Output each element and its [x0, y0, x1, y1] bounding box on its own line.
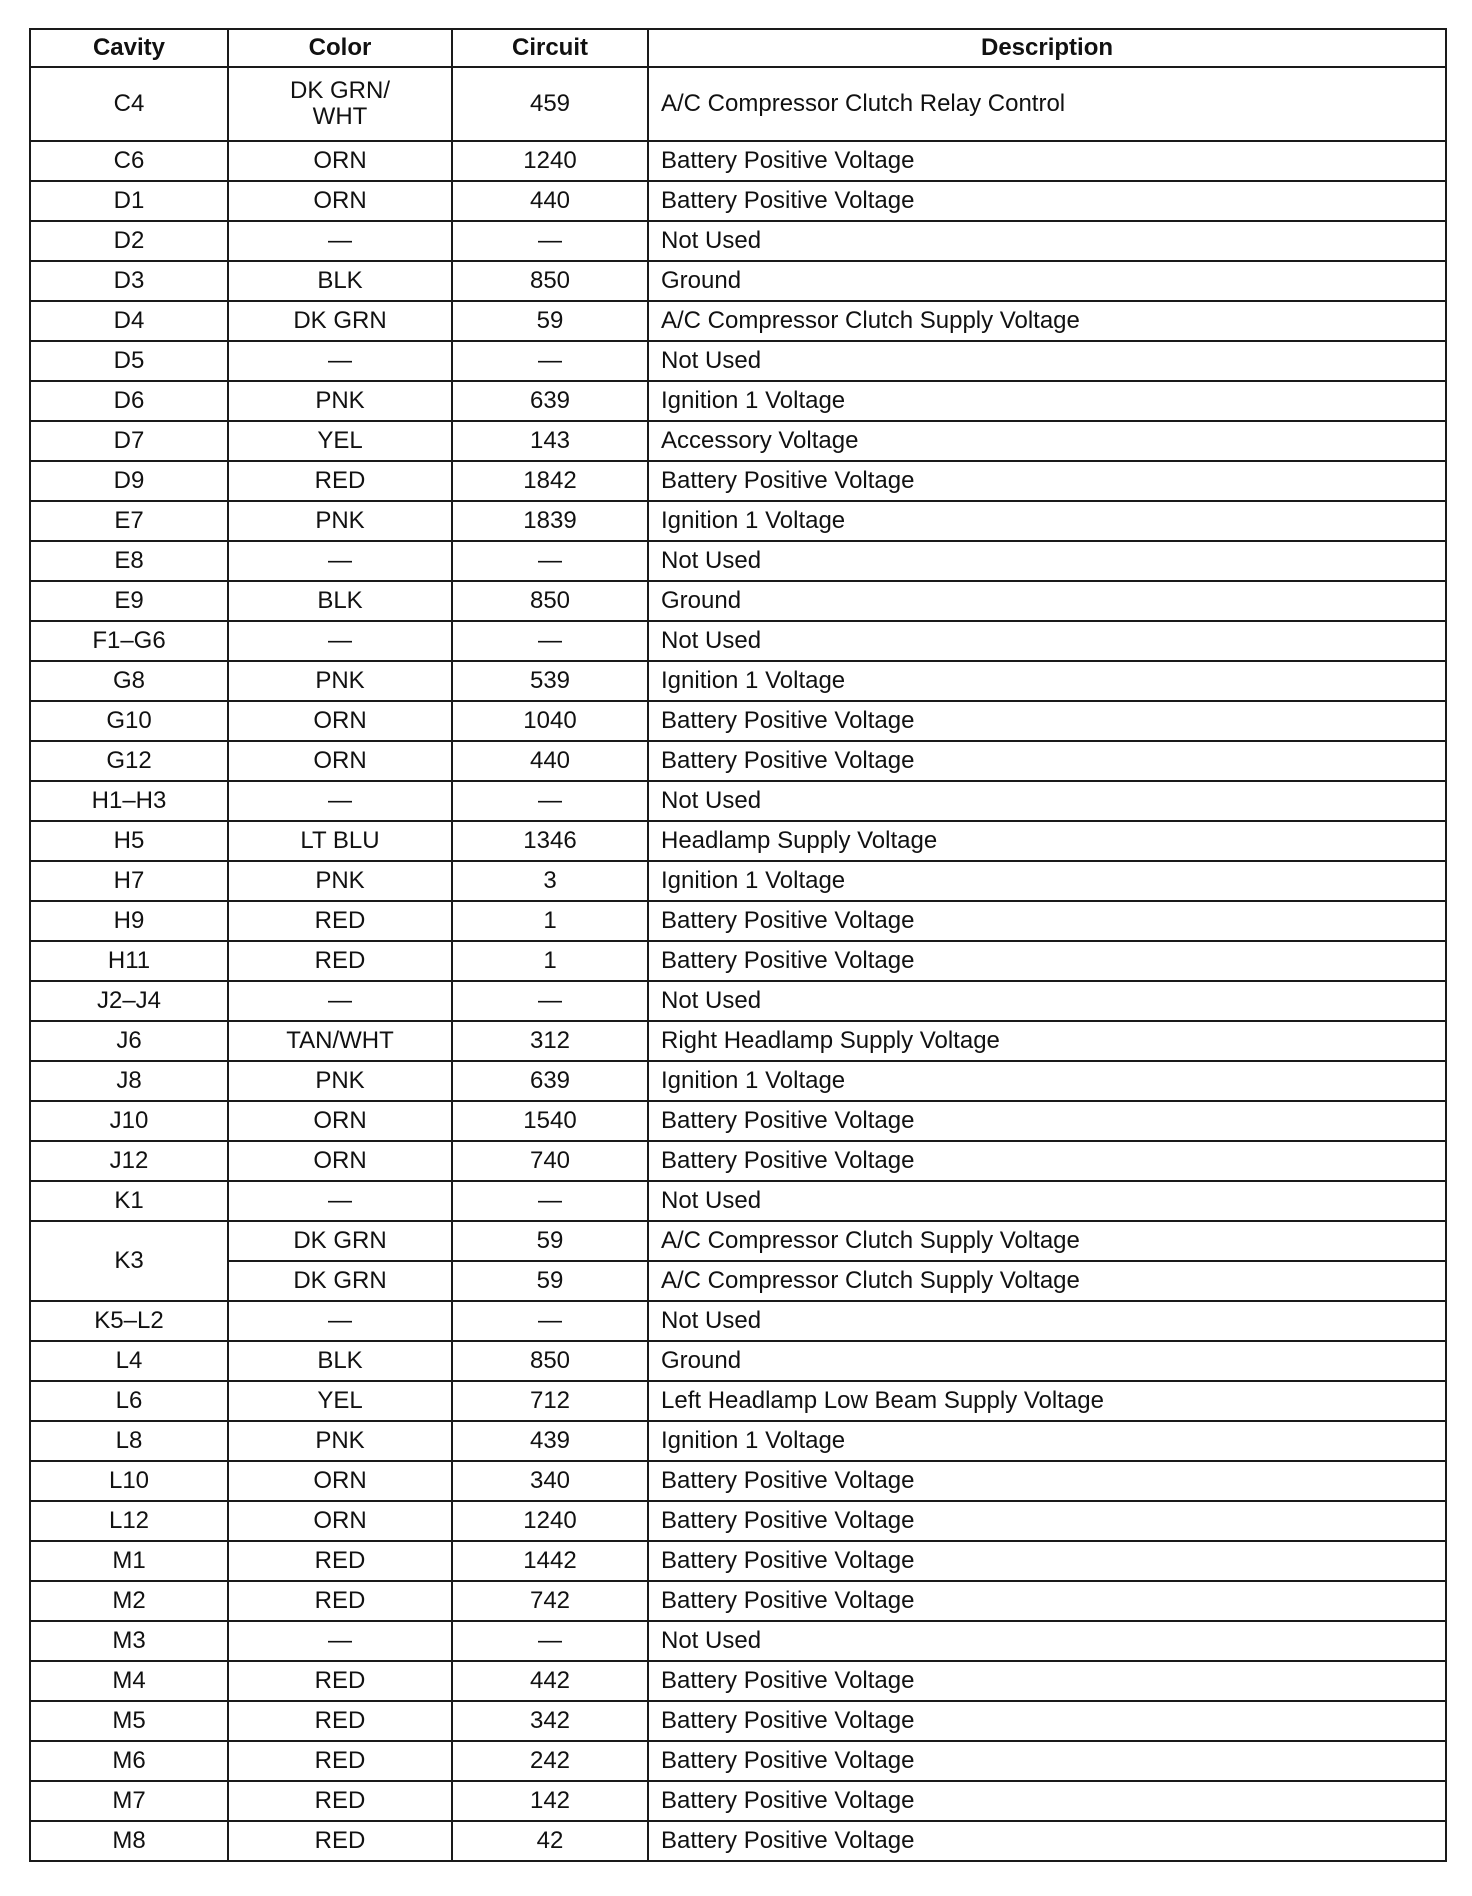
circuit-cell: 1240 [452, 1501, 648, 1541]
description-cell: Ground [648, 261, 1446, 301]
color-cell: DK GRN [228, 1261, 452, 1301]
color-cell: RED [228, 941, 452, 981]
table-row [30, 661, 1446, 701]
table-row [30, 1141, 1446, 1181]
description-cell: Battery Positive Voltage [648, 141, 1446, 181]
cavity-cell: H1–H3 [30, 781, 228, 821]
description-cell: Not Used [648, 621, 1446, 661]
description-cell: Ignition 1 Voltage [648, 861, 1446, 901]
circuit-cell: 1540 [452, 1101, 648, 1141]
cavity-cell: G8 [30, 661, 228, 701]
circuit-cell: 312 [452, 1021, 648, 1061]
description-cell: A/C Compressor Clutch Supply Voltage [648, 1221, 1446, 1261]
circuit-cell: 1442 [452, 1541, 648, 1581]
table-row [30, 141, 1446, 181]
description-cell: Battery Positive Voltage [648, 1581, 1446, 1621]
header-cavity: Cavity [30, 29, 228, 67]
table-row [30, 221, 1446, 261]
circuit-cell: 440 [452, 741, 648, 781]
circuit-cell: 439 [452, 1421, 648, 1461]
cavity-cell: J10 [30, 1101, 228, 1141]
description-cell: Not Used [648, 341, 1446, 381]
color-cell: RED [228, 1701, 452, 1741]
circuit-cell: 1 [452, 901, 648, 941]
cavity-cell: M5 [30, 1701, 228, 1741]
connector-pinout-table [29, 28, 1447, 1862]
color-cell: ORN [228, 1501, 452, 1541]
cavity-cell: D5 [30, 341, 228, 381]
color-cell: BLK [228, 261, 452, 301]
color-cell: RED [228, 1661, 452, 1701]
color-cell: RED [228, 1541, 452, 1581]
table-row [30, 1221, 1446, 1261]
cavity-cell: D7 [30, 421, 228, 461]
table-row [30, 341, 1446, 381]
cavity-cell: D1 [30, 181, 228, 221]
color-cell: BLK [228, 581, 452, 621]
description-cell: Ignition 1 Voltage [648, 381, 1446, 421]
cavity-cell: G10 [30, 701, 228, 741]
color-cell: LT BLU [228, 821, 452, 861]
circuit-cell: — [452, 221, 648, 261]
header-color: Color [228, 29, 452, 67]
table-row [30, 781, 1446, 821]
description-cell: Battery Positive Voltage [648, 1141, 1446, 1181]
circuit-cell: 639 [452, 381, 648, 421]
circuit-cell: 850 [452, 581, 648, 621]
header-description: Description [648, 29, 1446, 67]
cavity-cell: M2 [30, 1581, 228, 1621]
cavity-cell: K1 [30, 1181, 228, 1221]
color-cell: — [228, 221, 452, 261]
description-cell: Battery Positive Voltage [648, 1701, 1446, 1741]
description-cell: Not Used [648, 781, 1446, 821]
description-cell: Battery Positive Voltage [648, 1781, 1446, 1821]
description-cell: Battery Positive Voltage [648, 181, 1446, 221]
color-cell: DK GRN [228, 301, 452, 341]
cavity-cell: J2–J4 [30, 981, 228, 1021]
table-row [30, 581, 1446, 621]
color-cell: — [228, 1181, 452, 1221]
cavity-cell: H11 [30, 941, 228, 981]
table-row [30, 1501, 1446, 1541]
description-cell: Battery Positive Voltage [648, 1661, 1446, 1701]
cavity-cell: L8 [30, 1421, 228, 1461]
description-cell: Battery Positive Voltage [648, 741, 1446, 781]
cavity-cell: C4 [30, 67, 228, 141]
description-cell: Right Headlamp Supply Voltage [648, 1021, 1446, 1061]
table-row [30, 421, 1446, 461]
color-cell: RED [228, 1821, 452, 1861]
cavity-cell: F1–G6 [30, 621, 228, 661]
cavity-cell: G12 [30, 741, 228, 781]
table-row [30, 1621, 1446, 1661]
circuit-cell: 459 [452, 67, 648, 141]
table-row [30, 741, 1446, 781]
circuit-cell: 59 [452, 1221, 648, 1261]
table-row [30, 1301, 1446, 1341]
table-row [30, 1021, 1446, 1061]
circuit-cell: 742 [452, 1581, 648, 1621]
table-row [30, 381, 1446, 421]
table-row [30, 1541, 1446, 1581]
color-cell [228, 67, 452, 141]
cavity-cell: J12 [30, 1141, 228, 1181]
color-cell: — [228, 1301, 452, 1341]
description-cell: Battery Positive Voltage [648, 1501, 1446, 1541]
description-cell: A/C Compressor Clutch Supply Voltage [648, 301, 1446, 341]
description-cell: Not Used [648, 541, 1446, 581]
circuit-cell: 3 [452, 861, 648, 901]
description-cell: Battery Positive Voltage [648, 1821, 1446, 1861]
table-row [30, 461, 1446, 501]
circuit-cell: — [452, 1301, 648, 1341]
circuit-cell: 1842 [452, 461, 648, 501]
table-row [30, 1781, 1446, 1821]
circuit-cell: — [452, 781, 648, 821]
color-cell: RED [228, 1781, 452, 1821]
color-cell: ORN [228, 1461, 452, 1501]
circuit-cell: — [452, 341, 648, 381]
color-cell-text: DK GRN/ WHT [289, 77, 390, 130]
circuit-cell: 340 [452, 1461, 648, 1501]
circuit-cell: 442 [452, 1661, 648, 1701]
circuit-cell: 59 [452, 301, 648, 341]
cavity-cell: K3 [30, 1221, 228, 1301]
table-row [30, 1581, 1446, 1621]
color-cell: PNK [228, 501, 452, 541]
color-cell: PNK [228, 381, 452, 421]
circuit-cell: 440 [452, 181, 648, 221]
cavity-cell: C6 [30, 141, 228, 181]
table-row [30, 701, 1446, 741]
table-row [30, 1661, 1446, 1701]
cavity-cell: L10 [30, 1461, 228, 1501]
color-cell: — [228, 541, 452, 581]
cavity-cell: K5–L2 [30, 1301, 228, 1341]
table-row [30, 301, 1446, 341]
circuit-cell: — [452, 1621, 648, 1661]
color-cell: RED [228, 1741, 452, 1781]
description-cell: Not Used [648, 1621, 1446, 1661]
table-row [30, 261, 1446, 301]
color-cell: PNK [228, 661, 452, 701]
circuit-cell: 1 [452, 941, 648, 981]
color-cell: PNK [228, 1421, 452, 1461]
circuit-cell: 59 [452, 1261, 648, 1301]
color-cell: — [228, 621, 452, 661]
circuit-cell: 639 [452, 1061, 648, 1101]
table-row [30, 901, 1446, 941]
color-cell: TAN/WHT [228, 1021, 452, 1061]
table-row [30, 1701, 1446, 1741]
cavity-cell: D6 [30, 381, 228, 421]
cavity-cell: M7 [30, 1781, 228, 1821]
description-cell: Ignition 1 Voltage [648, 1061, 1446, 1101]
cavity-cell: H9 [30, 901, 228, 941]
circuit-cell: 1240 [452, 141, 648, 181]
description-cell: Headlamp Supply Voltage [648, 821, 1446, 861]
color-cell: — [228, 981, 452, 1021]
cavity-cell: J8 [30, 1061, 228, 1101]
circuit-cell: 1839 [452, 501, 648, 541]
circuit-cell: — [452, 981, 648, 1021]
table-row [30, 1181, 1446, 1221]
description-cell: A/C Compressor Clutch Supply Voltage [648, 1261, 1446, 1301]
table-row [30, 861, 1446, 901]
cavity-cell: E9 [30, 581, 228, 621]
cavity-cell: J6 [30, 1021, 228, 1061]
cavity-cell: M1 [30, 1541, 228, 1581]
cavity-cell: D2 [30, 221, 228, 261]
color-cell: ORN [228, 141, 452, 181]
table-row [30, 941, 1446, 981]
color-cell: ORN [228, 741, 452, 781]
table-row [30, 541, 1446, 581]
circuit-cell: 342 [452, 1701, 648, 1741]
description-cell: A/C Compressor Clutch Relay Control [648, 67, 1446, 141]
description-cell: Battery Positive Voltage [648, 941, 1446, 981]
circuit-cell: — [452, 1181, 648, 1221]
description-cell: Ignition 1 Voltage [648, 501, 1446, 541]
color-cell: RED [228, 901, 452, 941]
cavity-cell: M4 [30, 1661, 228, 1701]
cavity-cell: E7 [30, 501, 228, 541]
circuit-cell: 539 [452, 661, 648, 701]
description-cell: Not Used [648, 1301, 1446, 1341]
color-cell: RED [228, 461, 452, 501]
color-cell: ORN [228, 181, 452, 221]
color-cell: — [228, 781, 452, 821]
color-cell: YEL [228, 1381, 452, 1421]
table-row [30, 1381, 1446, 1421]
circuit-cell: 143 [452, 421, 648, 461]
table-row [30, 1741, 1446, 1781]
cavity-cell: M8 [30, 1821, 228, 1861]
cavity-cell: E8 [30, 541, 228, 581]
description-cell: Not Used [648, 981, 1446, 1021]
cavity-cell: H5 [30, 821, 228, 861]
cavity-cell: M3 [30, 1621, 228, 1661]
color-cell: YEL [228, 421, 452, 461]
color-cell: DK GRN [228, 1221, 452, 1261]
table-row [30, 1421, 1446, 1461]
description-cell: Accessory Voltage [648, 421, 1446, 461]
color-cell: PNK [228, 861, 452, 901]
description-cell: Left Headlamp Low Beam Supply Voltage [648, 1381, 1446, 1421]
table-row [30, 181, 1446, 221]
description-cell: Battery Positive Voltage [648, 461, 1446, 501]
circuit-cell: 1346 [452, 821, 648, 861]
cavity-cell: M6 [30, 1741, 228, 1781]
table-row [30, 1261, 1446, 1301]
color-cell: ORN [228, 1101, 452, 1141]
color-cell: ORN [228, 1141, 452, 1181]
table-row [30, 1341, 1446, 1381]
circuit-cell: 740 [452, 1141, 648, 1181]
table-row [30, 821, 1446, 861]
color-cell: PNK [228, 1061, 452, 1101]
table-row [30, 1101, 1446, 1141]
circuit-cell: — [452, 621, 648, 661]
circuit-cell: 142 [452, 1781, 648, 1821]
circuit-cell: 42 [452, 1821, 648, 1861]
description-cell: Ignition 1 Voltage [648, 661, 1446, 701]
cavity-cell: D4 [30, 301, 228, 341]
description-cell: Not Used [648, 1181, 1446, 1221]
description-cell: Battery Positive Voltage [648, 701, 1446, 741]
description-cell: Not Used [648, 221, 1446, 261]
table-header-row [30, 29, 1446, 67]
table-row [30, 621, 1446, 661]
description-cell: Ground [648, 581, 1446, 621]
table-row [30, 501, 1446, 541]
description-cell: Ignition 1 Voltage [648, 1421, 1446, 1461]
description-cell: Ground [648, 1341, 1446, 1381]
cavity-cell: D9 [30, 461, 228, 501]
table-row [30, 67, 1446, 141]
circuit-cell: 850 [452, 261, 648, 301]
circuit-cell: 850 [452, 1341, 648, 1381]
circuit-cell: 1040 [452, 701, 648, 741]
description-cell: Battery Positive Voltage [648, 1541, 1446, 1581]
table-row [30, 981, 1446, 1021]
color-cell: BLK [228, 1341, 452, 1381]
table-row [30, 1461, 1446, 1501]
color-cell: ORN [228, 701, 452, 741]
circuit-cell: 712 [452, 1381, 648, 1421]
circuit-cell: 242 [452, 1741, 648, 1781]
cavity-cell: L4 [30, 1341, 228, 1381]
cavity-cell: L12 [30, 1501, 228, 1541]
description-cell: Battery Positive Voltage [648, 1101, 1446, 1141]
cavity-cell: L6 [30, 1381, 228, 1421]
header-circuit: Circuit [452, 29, 648, 67]
description-cell: Battery Positive Voltage [648, 1741, 1446, 1781]
description-cell: Battery Positive Voltage [648, 901, 1446, 941]
circuit-cell: — [452, 541, 648, 581]
color-cell: RED [228, 1581, 452, 1621]
color-cell: — [228, 1621, 452, 1661]
table-body [30, 67, 1446, 1861]
cavity-cell: H7 [30, 861, 228, 901]
table-row [30, 1061, 1446, 1101]
color-cell: — [228, 341, 452, 381]
table-row [30, 1821, 1446, 1861]
description-cell: Battery Positive Voltage [648, 1461, 1446, 1501]
cavity-cell: D3 [30, 261, 228, 301]
